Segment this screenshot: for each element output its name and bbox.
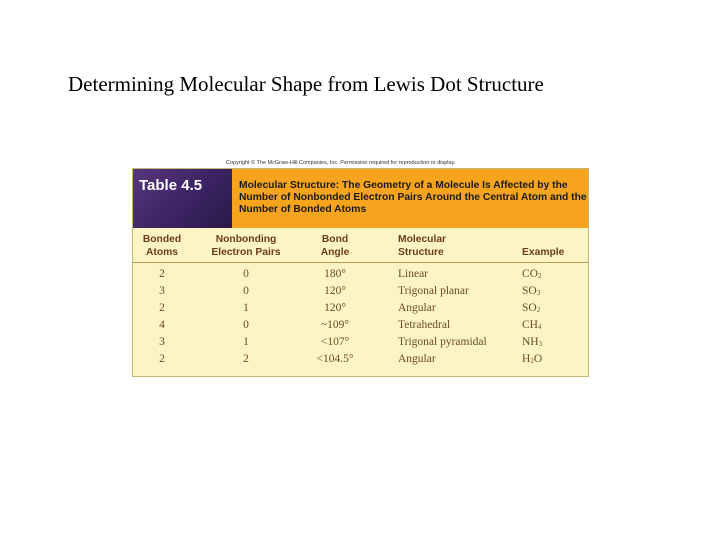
column-header-bonded-atoms: Bonded Atoms xyxy=(142,234,182,258)
table-label-box xyxy=(133,169,232,228)
table-caption-box xyxy=(232,169,588,228)
header-rule xyxy=(133,262,588,263)
example-formula: $SO_2$ xyxy=(522,302,541,314)
example-formula: $CO_2$ xyxy=(522,268,542,280)
example-formula: $H_2O$ xyxy=(522,353,543,365)
copyright-notice: Copyright © The McGraw-Hill Companies, Inc. Permission required for reproduction or display. xyxy=(226,160,456,166)
table-header xyxy=(133,169,588,228)
table-label: Table 4.5 xyxy=(139,177,203,194)
column-header-nonbonding-pairs: Nonbonding Electron Pairs xyxy=(211,234,281,258)
slide-title: Determining Molecular Shape from Lewis Dot Structure xyxy=(68,72,544,96)
example-formula: $SO_3$ xyxy=(522,285,541,297)
column-header-example: Example xyxy=(522,247,565,258)
example-formula: $CH_4$ xyxy=(522,319,542,331)
column-header-bond-angle: Bond Angle xyxy=(320,234,350,258)
table-caption: Molecular Structure: The Geometry of a Molecule Is Affected by the Number of Nonbonded Electron Pairs Around the Central Atom and the Number of Bonded Atoms xyxy=(239,180,587,215)
column-header-molecular-structure: Molecular Structure xyxy=(398,234,447,258)
example-formula: $NH_3$ xyxy=(522,336,543,348)
table-figure: Table 4.5 Molecular Structure: The Geometry of a Molecule Is Affected by the Number of Nonbonded Electron Pairs Around the Central Atom and the Number of Bonded Atoms Bonded Atoms Nonbonding Electron Pairs Bond Angle Molecular Structure Example 2 0 180° Linear $CO_2$ 3 0 120° Trigonal planar $SO_3$ 2 1 120° Angular $SO_2$ 4 0 ~109° Tetrahedral $CH_4$ 3 1 <107° Trigonal pyramidal $NH_3$ 2 2 <104.5° Angular $H_2O$ xyxy=(132,168,589,377)
